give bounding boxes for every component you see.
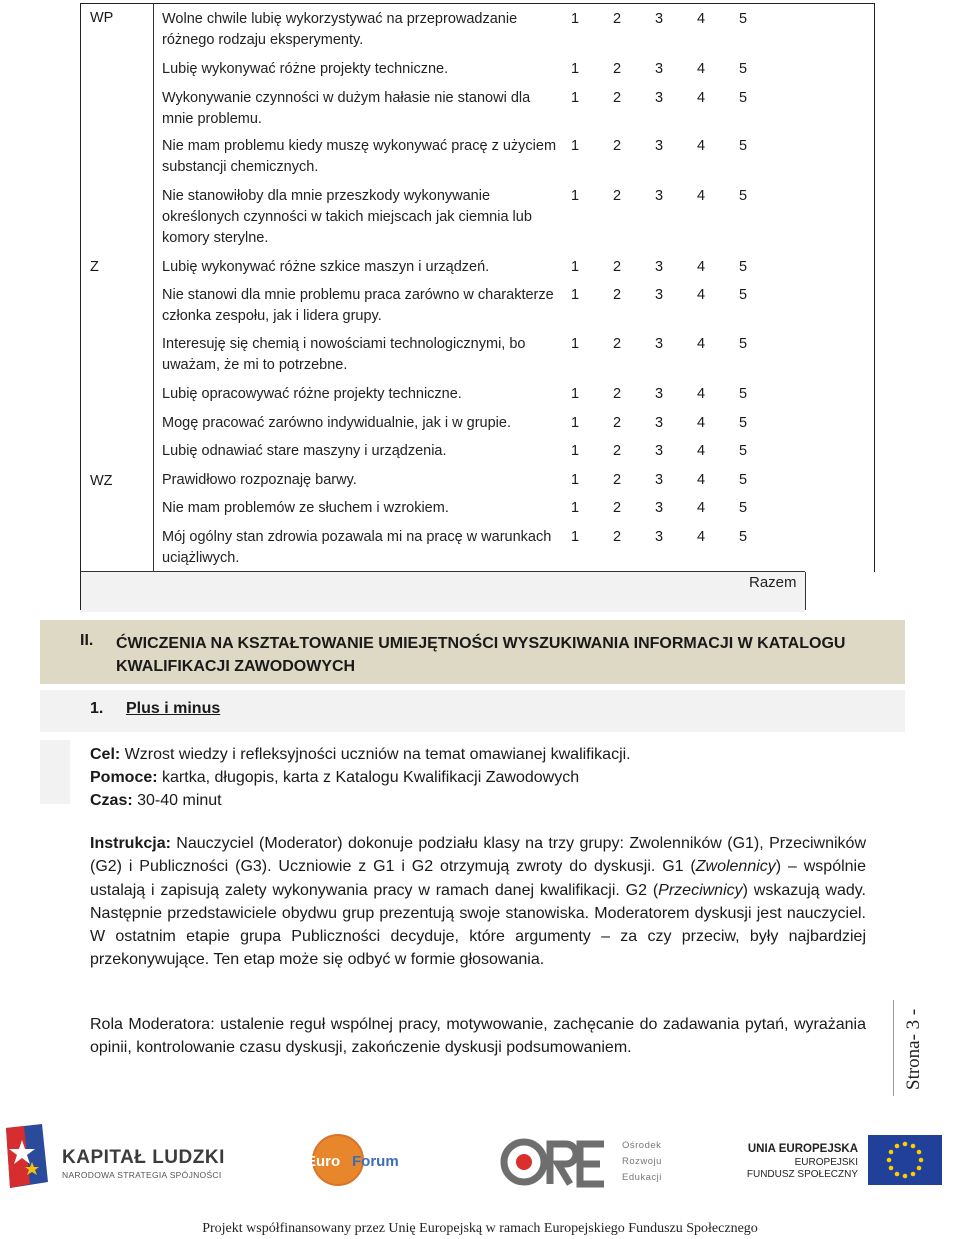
rating-scale[interactable]: 1 2 3 4 5: [571, 11, 748, 27]
statement: Lubię wykonywać różne szkice maszyn i urządzeń.: [162, 259, 490, 275]
footer-note: Projekt współfinansowany przez Unię Europejską w ramach Europejskiego Funduszu Społecznego: [202, 1221, 758, 1236]
rating-scale[interactable]: 1 2 3 4 5: [571, 259, 748, 275]
eu-flag-icon: [868, 1135, 942, 1185]
page-number-rule: [893, 1000, 894, 1096]
total-row: [81, 572, 805, 612]
statement: Interesuję się chemią i nowościami technologicznymi, bo uważam, że mi to potrzebne.: [162, 336, 526, 373]
ore-text-line: Ośrodek: [622, 1140, 662, 1151]
total-cell: [805, 572, 876, 610]
eu-title: UNIA EUROPEJSKA: [747, 1143, 858, 1155]
rating-scale[interactable]: 1 2 3 4 5: [571, 472, 748, 488]
statement: Nie mam problemu kiedy muszę wykonywać pracę z użyciem substancji chemicznych.: [162, 138, 557, 175]
statement: Lubię opracowywać różne projekty techniczne.: [162, 386, 462, 402]
aids-line: Pomoce: kartka, długopis, karta z Katalogu Kwalifikacji Zawodowych: [90, 769, 580, 786]
kapital-ludzki-title: KAPITAŁ LUDZKI: [62, 1147, 225, 1168]
page-number: Strona- 3 -: [903, 1008, 924, 1090]
svg-text:Euro: Euro: [306, 1153, 341, 1170]
time-line: Czas: 30-40 minut: [90, 792, 222, 809]
goal-line: Cel: Wzrost wiedzy i refleksyjności uczniów na temat omawianej kwalifikacji.: [90, 746, 631, 763]
ore-text-line: Edukacji: [622, 1172, 662, 1183]
rating-scale[interactable]: 1 2 3 4 5: [571, 188, 748, 204]
statement: Wykonywanie czynności w dużym hałasie nie stanowi dla mnie problemu.: [162, 90, 531, 127]
rating-scale[interactable]: 1 2 3 4 5: [571, 415, 748, 431]
statement: Mogę pracować zarówno indywidualnie, jak i w grupie.: [162, 415, 511, 431]
margin-marker: [40, 740, 70, 804]
eu-fund-line: FUNDUSZ SPOŁECZNY: [746, 1169, 858, 1180]
survey-table: [80, 3, 875, 610]
euroforum-logo: [300, 1133, 412, 1187]
statement: Prawidłowo rozpoznaję barwy.: [162, 472, 357, 488]
ore-text-line: Rozwoju: [622, 1156, 662, 1167]
row-divider: [81, 571, 805, 572]
rating-scale[interactable]: 1 2 3 4 5: [571, 443, 748, 459]
section-number: II.: [80, 632, 94, 649]
rating-scale[interactable]: 1 2 3 4 5: [571, 138, 748, 154]
rating-scale[interactable]: 1 2 3 4 5: [571, 287, 748, 303]
subsection-number: 1.: [90, 700, 104, 717]
statement: Mój ogólny stan zdrowia pozawala mi na pracę w warunkach uciążliwych.: [162, 529, 552, 566]
svg-text:Forum: Forum: [352, 1153, 399, 1170]
eu-fund-line: EUROPEJSKI: [794, 1157, 858, 1168]
statement: Lubię odnawiać stare maszyny i urządzenia.: [162, 443, 447, 459]
group-label-z: Z: [90, 259, 99, 275]
rating-scale[interactable]: 1 2 3 4 5: [571, 529, 748, 545]
instruction-paragraph: Instrukcja: Nauczyciel (Moderator) dokonuje podziału klasy na trzy grupy: Zwolenników (G1), Przeciwników (G2) i Publiczności (G3). Uczniowie z G1 i G2 otrzymują zwroty do dyskusji. G1 (Zwolennicy) – wspólnie ustalają i zapisują zalety wykonywania pracy w ramach danej kwalifikacji. G2 (Przeciwnicy) wskazują wady. Następnie przedstawiciele obydwu grup prezentują swoje stanowiska. Moderatorem dyskusji jest nauczyciel. W ostatnim etapie grupa Publiczności decyduje, które argumenty – za czy przeciw, były najbardziej przekonywujące. Ten etap może się odbyć w formie głosowania.: [90, 835, 867, 969]
statement: Wolne chwile lubię wykorzystywać na przeprowadzanie różnego rodzaju eksperymenty.: [162, 11, 518, 48]
rating-scale[interactable]: 1 2 3 4 5: [571, 500, 748, 516]
group-label-wp: WP: [90, 10, 114, 26]
rating-scale[interactable]: 1 2 3 4 5: [571, 61, 748, 77]
statement: Lubię wykonywać różne projekty techniczne.: [162, 61, 449, 77]
ore-logo: [500, 1136, 612, 1190]
statement: Nie stanowiłoby dla mnie przeszkody wykonywanie określonych czynności w takich miejscach jak ciemnia lub komory sterylne.: [162, 188, 532, 246]
kapital-ludzki-emblem: [2, 1122, 54, 1192]
statement: Nie stanowi dla mnie problemu praca zarówno w charakterze członka zespołu, jak i lidera grupy.: [162, 287, 554, 324]
subsection-title: Plus i minus: [126, 700, 221, 717]
group-label-wz: WZ: [90, 473, 113, 489]
statement: Nie mam problemów ze słuchem i wzrokiem.: [162, 500, 449, 516]
section-title: ĆWICZENIA NA KSZTAŁTOWANIE UMIEJĘTNOŚCI WYSZUKIWANIA INFORMACJI W KATALOGU KWALIFIKACJI ZAWODOWYCH: [116, 635, 846, 675]
rating-scale[interactable]: 1 2 3 4 5: [571, 90, 748, 106]
moderator-role-paragraph: Rola Moderatora: ustalenie reguł wspólnej pracy, motywowanie, zachęcanie do zadawania pytań, wyrażania opinii, kontrolowanie czasu dyskusji, zakończenie dyskusji podsumowaniem.: [90, 1016, 866, 1057]
rating-scale[interactable]: 1 2 3 4 5: [571, 336, 748, 352]
total-label: Razem: [749, 574, 797, 591]
kapital-ludzki-subtitle: NARODOWA STRATEGIA SPÓJNOŚCI: [62, 1170, 222, 1180]
rating-scale[interactable]: 1 2 3 4 5: [571, 386, 748, 402]
column-divider: [153, 4, 154, 609]
